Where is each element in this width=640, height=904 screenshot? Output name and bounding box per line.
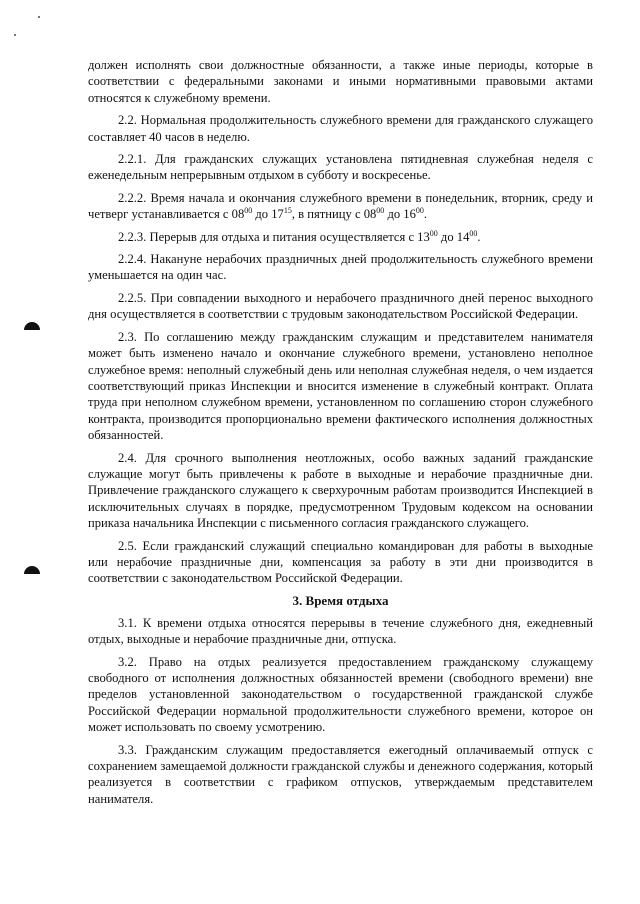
- p-2-2-3-text-a: 2.2.3. Перерыв для отдыха и питания осуществляется с 13: [118, 229, 430, 244]
- section-3-title: 3. Время отдыха: [292, 592, 389, 608]
- time-minutes-sup: 00: [469, 228, 478, 238]
- time-minutes-sup: 00: [376, 206, 385, 216]
- p-2-2-3-text-b: до 14: [437, 229, 470, 244]
- paragraph-2-3: 2.3. По соглашению между гражданским служащим и представителем нанимателя может быть изменено начало и окончание служебного времени, установлено неполное служебное время: неполный служебный день или неполная служебная неделя, о чем издается соответствующий приказ Инспекции и вносится изменение в служебный контракт. Оплата труда при неполном служебном времени, установленном по соглашению сторон служебного контракта, производится пропорционально времени фактического исполнения должностных обязанностей.: [88, 329, 593, 443]
- paragraph-2-5: 2.5. Если гражданский служащий специально командирован для работы в выходные или нерабочие праздничные дни, компенсация за работу в эти дни производится в соответствии с законодательством Российской Федерации.: [88, 538, 593, 586]
- paragraph-3-1: 3.1. К времени отдыха относятся перерывы в течение служебного дня, ежедневный отдых, выходные и нерабочие праздничные дни, отпуска.: [88, 615, 593, 647]
- p-2-2-2-text-c: , в пятницу с 08: [291, 207, 377, 222]
- time-minutes-sup: 00: [429, 228, 438, 238]
- p-2-2-3-text-c: .: [477, 229, 481, 244]
- binder-hole-mark: [24, 566, 40, 574]
- document-page: [88, 57, 593, 813]
- paragraph-2-2-3: [88, 229, 593, 245]
- scan-speck: [14, 34, 16, 36]
- paragraph-2-2: 2.2. Нормальная продолжительность служебного времени для гражданского служащего составляет 40 часов в неделю.: [88, 113, 593, 144]
- paragraph-2-2-2: [88, 190, 593, 223]
- p-2-2-2-text-a: 2.2.2. Время начала и окончания служебного времени в понедельник, вторник, среду и четверг устанавливается с 08: [88, 190, 593, 222]
- scan-speck: [38, 16, 40, 18]
- paragraph-3-3: 3.3. Гражданским служащим предоставляется ежегодный оплачиваемый отпуск с сохранением замещаемой должности гражданской службы и денежного содержания, который реализуется в соответствии с графиком отпусков, утверждаемым представителем нанимателя.: [88, 742, 593, 806]
- time-minutes-sup: 00: [244, 206, 253, 216]
- paragraph-2-2-4: 2.2.4. Накануне нерабочих праздничных дней продолжительность служебного времени уменьшается на один час.: [88, 252, 593, 283]
- time-minutes-sup: 15: [283, 206, 292, 216]
- p-2-2-2-text-e: .: [423, 207, 428, 222]
- p-2-2-2-text-b: до 17: [252, 207, 284, 222]
- p-2-2-2-text-d: до 16: [384, 207, 416, 222]
- paragraph-continuation: должен исполнять свои должностные обязанности, а также иные периоды, которые в соответствии с федеральными законами и иными нормативными правовыми актами относятся к служебному времени.: [88, 58, 593, 105]
- paragraph-3-2: 3.2. Право на отдых реализуется предоставлением гражданскому служащему свободного от исполнения должностных обязанностей времени (свободного времени) вне пределов установленной законодательством о государственной гражданской службе Российской Федерации нормальной продолжительности служебного времени, которое он может использовать по своему усмотрению.: [88, 654, 593, 735]
- paragraph-2-2-1: 2.2.1. Для гражданских служащих установлена пятидневная служебная неделя с еженедельным непрерывным отдыхом в субботу и воскресенье.: [88, 152, 593, 183]
- paragraph-2-2-5: 2.2.5. При совпадении выходного и нерабочего праздничного дней перенос выходного дня осуществляется в соответствии с трудовым законодательством Российской Федерации.: [88, 290, 593, 322]
- binder-hole-mark: [24, 322, 40, 330]
- time-minutes-sup: 00: [415, 206, 424, 216]
- paragraph-2-4: 2.4. Для срочного выполнения неотложных, особо важных заданий гражданские служащие могут быть привлечены к работе в выходные и нерабочие праздничные дни. Привлечение гражданского служащего к сверхурочным работам производится Инспекцией в исключительных случаях в порядке, предусмотренном Трудовым кодексом на основании приказа начальника Инспекции с письменного согласия гражданского служащего.: [88, 450, 593, 531]
